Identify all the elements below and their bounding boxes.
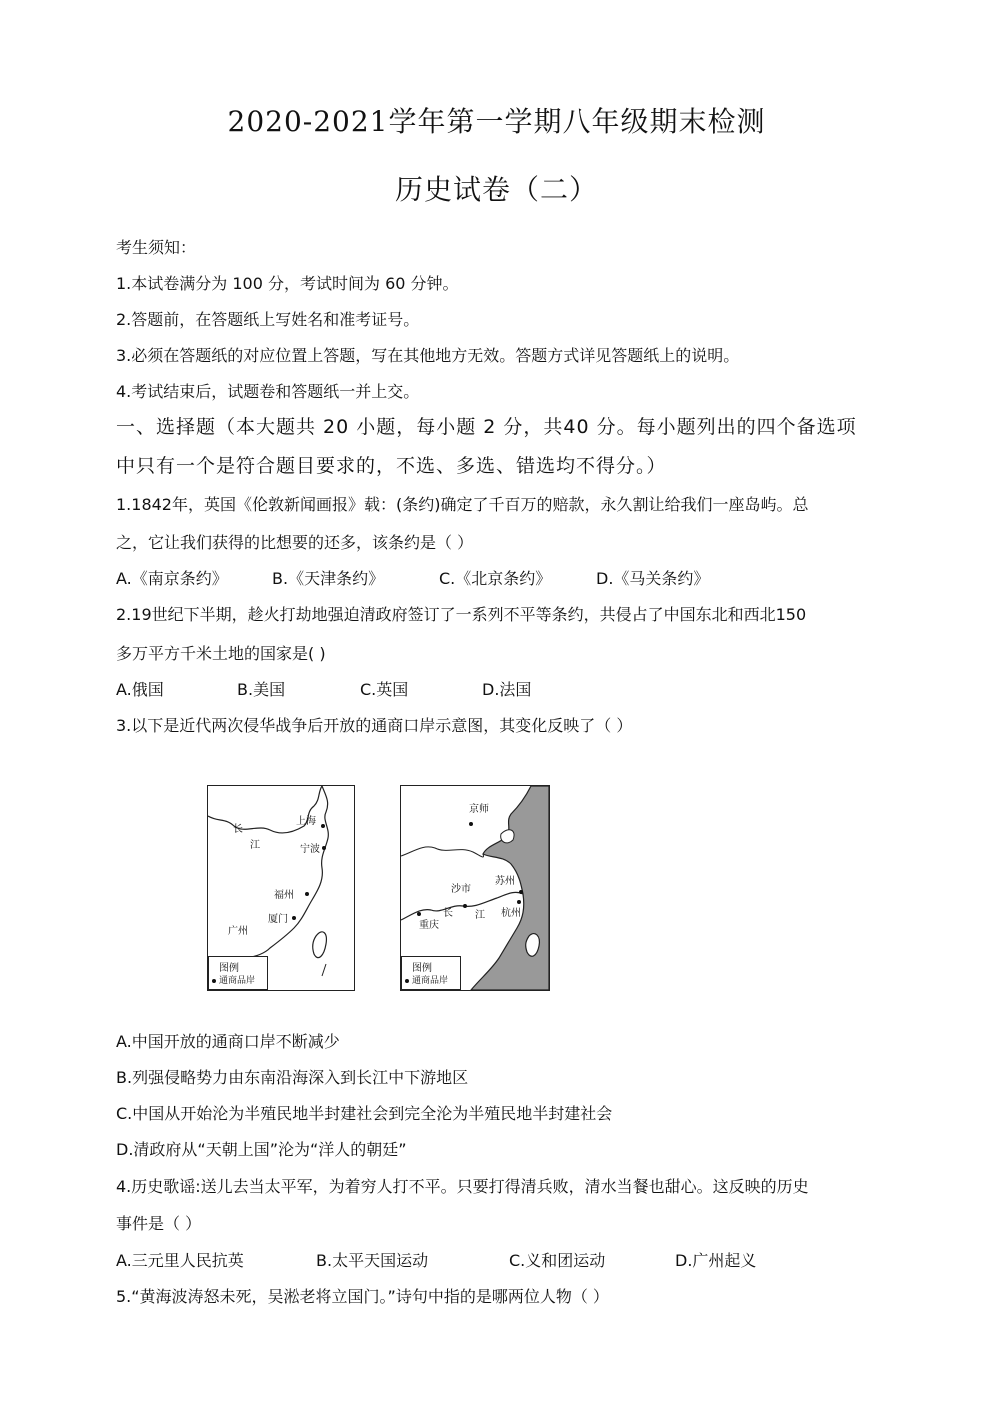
map-1-legend <box>208 956 268 990</box>
question-3-option-d[interactable]: D.清政府从“天朝上国”沦为“洋人的朝廷” <box>116 1140 407 1159</box>
map-label-fuzhou: 福州 <box>274 890 294 901</box>
map-label-shashi: 沙市 <box>451 884 471 895</box>
port-dot-icon <box>305 892 309 896</box>
instruction-item: 3.必须在答题纸的对应位置上答题，写在其他地方无效。答题方式详见答题纸上的说明。 <box>116 346 740 365</box>
map-label-xiamen: 厦门 <box>268 914 288 925</box>
map-label-jiang: 江 <box>250 840 260 851</box>
port-dot-icon <box>519 890 523 894</box>
legend-title: 图例 <box>219 963 239 974</box>
port-dot-icon <box>469 822 473 826</box>
question-2-option-b[interactable]: B.美国 <box>237 680 286 699</box>
port-dot-icon <box>321 824 325 828</box>
question-3-option-c[interactable]: C.中国从开始沦为半殖民地半封建社会到完全沦为半殖民地半封建社会 <box>116 1104 613 1123</box>
map-label-jiang: 江 <box>475 910 485 921</box>
legend-item: 通商品岸 <box>405 973 448 986</box>
question-1-text: 1.1842年，英国《伦敦新闻画报》载：(条约)确定了千百万的赔款，永久割让给我们一座岛屿。总 <box>116 495 809 514</box>
legend-item: 通商品岸 <box>212 973 255 986</box>
map-label-jingshi: 京师 <box>469 804 489 815</box>
port-dot-icon <box>463 904 467 908</box>
question-1-option-d[interactable]: D.《马关条约》 <box>596 569 710 588</box>
treaty-ports-map-2 <box>400 785 550 991</box>
section-heading-cont: 中只有一个是符合题目要求的，不选、多选、错选均不得分。） <box>116 455 667 477</box>
question-1-option-a[interactable]: A.《南京条约》 <box>116 569 228 588</box>
port-dot-icon <box>292 916 296 920</box>
port-dot-icon <box>212 979 216 983</box>
treaty-ports-map-1 <box>207 785 355 991</box>
question-1-text-cont: 之，它让我们获得的比想要的还多，该条约是（ ） <box>116 533 474 552</box>
map-label-shanghai: 上海 <box>296 816 316 827</box>
question-3-text: 3.以下是近代两次侵华战争后开放的通商口岸示意图，其变化反映了（ ） <box>116 716 633 735</box>
question-2-option-a[interactable]: A.俄国 <box>116 680 164 699</box>
question-3-option-a[interactable]: A.中国开放的通商口岸不断减少 <box>116 1032 340 1051</box>
question-2-text: 2.19世纪下半期，趁火打劫地强迫清政府签订了一系列不平等条约，共侵占了中国东北和西北150 <box>116 605 807 624</box>
port-dot-icon <box>405 979 409 983</box>
question-4-text-cont: 事件是（ ） <box>116 1214 202 1233</box>
question-1-option-b[interactable]: B.《天津条约》 <box>272 569 385 588</box>
question-2-text-cont: 多万平方千米土地的国家是( ) <box>116 644 326 663</box>
port-dot-icon <box>322 846 326 850</box>
exam-title: 2020-2021学年第一学期八年级期末检测 <box>227 105 766 138</box>
map-label-guangzhou: 广州 <box>228 926 248 937</box>
legend-title: 图例 <box>412 963 432 974</box>
question-1-option-c[interactable]: C.《北京条约》 <box>439 569 552 588</box>
question-4-option-c[interactable]: C.义和团运动 <box>509 1251 606 1270</box>
question-2-option-c[interactable]: C.英国 <box>360 680 409 699</box>
section-heading: 一、选择题（本大题共 20 小题，每小题 2 分，共40 分。每小题列出的四个备选项 <box>116 416 857 438</box>
map-label-chongqing: 重庆 <box>419 920 439 931</box>
question-4-option-d[interactable]: D.广州起义 <box>675 1251 757 1270</box>
instructions-heading: 考生须知： <box>116 238 197 257</box>
question-4-option-b[interactable]: B.太平天国运动 <box>316 1251 429 1270</box>
map-label-suzhou: 苏州 <box>495 876 515 887</box>
instruction-item: 1.本试卷满分为 100 分，考试时间为 60 分钟。 <box>116 274 459 293</box>
map-label-ningbo: 宁波 <box>300 844 320 855</box>
question-2-option-d[interactable]: D.法国 <box>482 680 532 699</box>
instruction-item: 4.考试结束后，试题卷和答题纸一并上交。 <box>116 382 420 401</box>
question-4-text: 4.历史歌谣:送儿去当太平军，为着穷人打不平。只要打得清兵败，清水当餐也甜心。这反映的历史 <box>116 1177 809 1196</box>
map-label-hangzhou: 杭州 <box>501 908 521 919</box>
map-2-legend <box>401 956 461 990</box>
question-4-option-a[interactable]: A.三元里人民抗英 <box>116 1251 244 1270</box>
question-5-text: 5.“黄海波涛怒未死，吴淞老将立国门。”诗句中指的是哪两位人物（ ） <box>116 1287 609 1306</box>
exam-subtitle: 历史试卷（二） <box>394 173 598 206</box>
instruction-item: 2.答题前，在答题纸上写姓名和准考证号。 <box>116 310 420 329</box>
map-label-chang: 长 <box>443 908 453 919</box>
port-dot-icon <box>417 912 421 916</box>
port-dot-icon <box>517 900 521 904</box>
question-3-option-b[interactable]: B.列强侵略势力由东南沿海深入到长江中下游地区 <box>116 1068 469 1087</box>
map-label-chang: 长 <box>233 824 243 835</box>
